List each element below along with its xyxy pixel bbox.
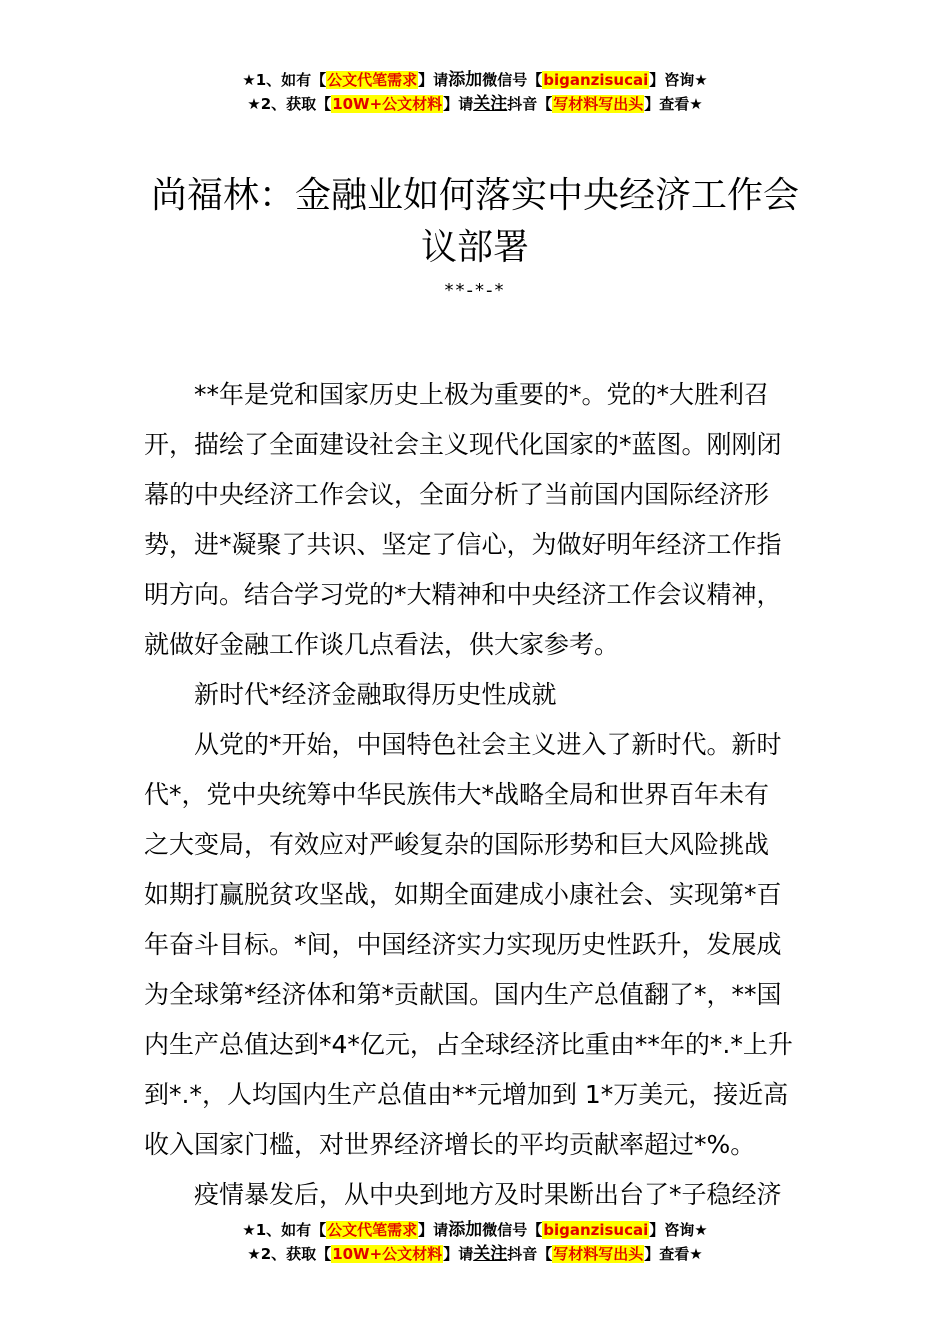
promo-highlight: biganzisucai — [543, 71, 649, 89]
text-line: 疫情暴发后，从中央到地方及时果断出台了*子稳经济 — [194, 1180, 782, 1209]
promo-highlight: 公文代笔需求 — [327, 71, 418, 89]
promo-emphasis: 关注 — [473, 94, 508, 114]
text-line: 内生产总值达到*4*亿元，占全球经济比重由**年的*.*上升 — [144, 1030, 793, 1059]
promo-text: 】咨询★ — [649, 1221, 708, 1239]
text-line: 势，进*凝聚了共识、坚定了信心，为做好明年经济工作指 — [144, 530, 782, 559]
promo-highlight: biganzisucai — [543, 1221, 649, 1239]
promo-text: 】咨询★ — [649, 71, 708, 89]
byline: **-*-* — [444, 280, 506, 301]
title-line: 议部署 — [420, 227, 529, 268]
promo-highlight: 写材料写出头 — [553, 1245, 644, 1263]
promo-emphasis: 添加 — [448, 1220, 483, 1240]
promo-highlight: 10W+公文材料 — [332, 1245, 443, 1263]
promo-text: 】请 — [418, 1221, 449, 1239]
section-heading — [144, 670, 806, 720]
text-line: 幕的中央经济工作会议，全面分析了当前国内国际经济形 — [144, 480, 770, 509]
promo-text: 微信号【 — [482, 1221, 543, 1239]
promo-text: ★1、如有【 — [242, 71, 327, 89]
document-title — [0, 170, 950, 274]
promo-text: ★2、获取【 — [247, 1245, 332, 1263]
text-line: 开，描绘了全面建设社会主义现代化国家的*蓝图。刚刚闭 — [144, 430, 782, 459]
promo-text: 微信号【 — [482, 71, 543, 89]
promo-line-1 — [0, 68, 950, 92]
promo-text: ★1、如有【 — [242, 1221, 327, 1239]
text-line: 如期打赢脱贫攻坚战，如期全面建成小康社会、实现第*百 — [144, 880, 782, 909]
text-line: 就做好金融工作谈几点看法，供大家参考。 — [144, 630, 620, 659]
promo-text: 】查看★ — [644, 1245, 703, 1263]
promo-line-1 — [0, 1218, 950, 1242]
promo-emphasis: 添加 — [448, 70, 483, 90]
text-line: **年是党和国家历史上极为重要的*。党的*大胜利召 — [194, 380, 770, 409]
text-line: 到*.*，人均国内生产总值由**元增加到 1*万美元，接近高 — [144, 1080, 789, 1109]
heading-text: 新时代*经济金融取得历史性成就 — [194, 680, 557, 709]
promo-line-2 — [0, 1242, 950, 1266]
text-line: 从党的*开始，中国特色社会主义进入了新时代。新时 — [194, 730, 782, 759]
text-line: 收入国家门槛，对世界经济增长的平均贡献率超过*%。 — [144, 1130, 756, 1159]
promo-text: 】请 — [443, 1245, 474, 1263]
promo-text: 抖音【 — [507, 1245, 553, 1263]
promo-text: 】请 — [443, 95, 474, 113]
promo-highlight: 公文代笔需求 — [327, 1221, 418, 1239]
promo-highlight: 写材料写出头 — [553, 95, 644, 113]
paragraph-intro — [144, 370, 806, 670]
text-line: 代*，党中央统筹中华民族伟大*战略全局和世界百年未有 — [144, 780, 770, 809]
text-line: 为全球第*经济体和第*贡献国。国内生产总值翻了*，**国 — [144, 980, 782, 1009]
promo-text: 抖音【 — [507, 95, 553, 113]
promo-highlight: 10W+公文材料 — [332, 95, 443, 113]
promo-text: 】请 — [418, 71, 449, 89]
promo-text: 】查看★ — [644, 95, 703, 113]
promo-banner-top — [0, 68, 950, 116]
paragraph-epidemic — [144, 1170, 806, 1220]
promo-banner-bottom — [0, 1218, 950, 1266]
promo-line-2 — [0, 92, 950, 116]
paragraph-achievements — [144, 720, 806, 1170]
text-line: 之大变局，有效应对严峻复杂的国际形势和巨大风险挑战 — [144, 830, 770, 859]
text-line: 明方向。结合学习党的*大精神和中央经济工作会议精神， — [144, 580, 782, 609]
promo-text: ★2、获取【 — [247, 95, 332, 113]
text-line: 年奋斗目标。*间，中国经济实力实现历史性跃升，发展成 — [144, 930, 782, 959]
promo-emphasis: 关注 — [473, 1244, 508, 1264]
title-line: 尚福林：金融业如何落实中央经济工作会 — [150, 175, 799, 216]
